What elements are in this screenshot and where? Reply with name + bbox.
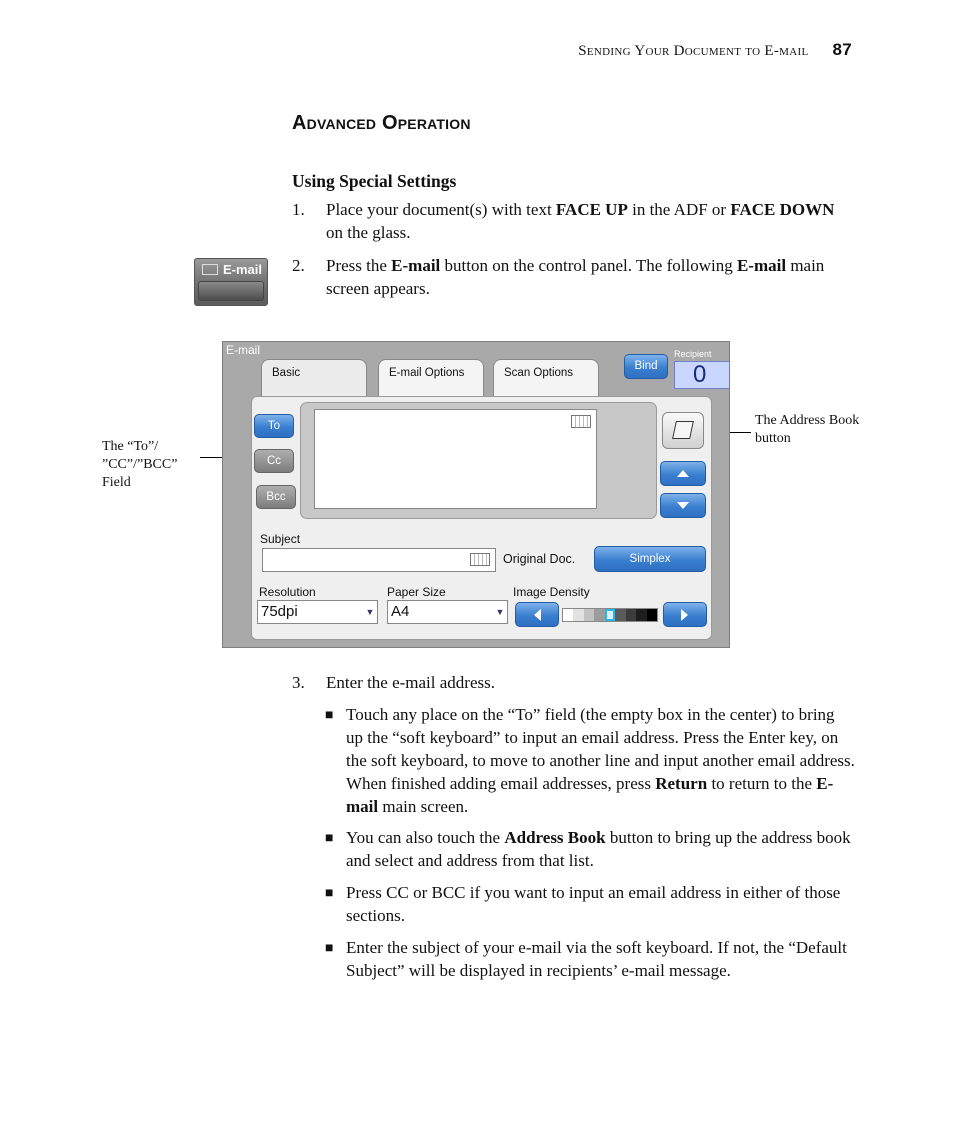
cc-button[interactable]: Cc [254,449,294,473]
density-scale [562,608,658,622]
address-book-button[interactable] [662,412,704,449]
density-level[interactable] [636,609,646,621]
text-run: button to bring up the address book and select and address from that list. [346,828,851,870]
density-level[interactable] [563,609,573,621]
text-run: to return to the [707,774,817,793]
arrow-up-icon [675,467,691,479]
envelope-icon [202,264,218,275]
subject-label: Subject [260,532,301,546]
recipient-label: Recipient [674,349,712,359]
keyboard-icon[interactable] [470,553,490,566]
text-run: Place your document(s) with text [326,200,556,219]
bold-text: E-mail [736,256,787,275]
tab-email-options[interactable]: E-mail Options [378,359,484,396]
keyboard-icon[interactable] [571,415,591,428]
image-density-label: Image Density [513,585,590,599]
text-run: Touch any place on the “To” field (the empty box in the center) to bring up the “soft keyboard” to input an email address. Press the Enter key, on the soft keyboard, to move to another line and input another email address. When finished adding email addresses, press [346,705,855,793]
email-button-image [194,258,268,306]
step-text [326,254,852,300]
paper-size-label: Paper Size [387,585,446,599]
bullet-square-icon: ■ [325,886,334,901]
tab-scan-options[interactable]: Scan Options [493,359,599,396]
step-number: 3. [292,673,305,692]
email-button-bar [198,281,264,301]
bullet-square-icon: ■ [325,708,334,723]
text-run: Press CC or BCC if you want to input an email address in either of those sections. [346,883,841,925]
text-run: main screen. [378,797,469,816]
density-decrease-button[interactable] [515,602,559,627]
paper-size-select[interactable] [387,600,508,624]
scroll-down-button[interactable] [660,493,706,518]
bold-text: Return [655,774,708,793]
bullet-item [325,936,855,982]
bullet-text [346,881,855,927]
text-run: You can also touch the [346,828,505,847]
bold-text: FACE UP [555,200,628,219]
running-header [578,40,852,60]
section-title: Advanced Operation [292,112,471,134]
bullet-item [325,703,855,818]
subject-input[interactable] [262,548,496,572]
resolution-value: 75dpi [261,603,298,620]
density-level[interactable] [594,609,604,621]
step-2 [292,254,852,300]
callout-to-field: The “To”/ ”CC”/”BCC” Field [102,439,178,490]
paper-size-value: A4 [391,603,410,620]
text-run: Press the [326,256,392,275]
resolution-select[interactable] [257,600,378,624]
bullet-item [325,826,855,872]
bind-button[interactable]: Bind [624,354,668,379]
callout-address-book: The Address Book button [755,413,860,446]
step-1 [292,198,852,244]
bullet-item [325,881,855,927]
arrow-down-icon [675,500,691,512]
tab-basic[interactable]: Basic [261,359,367,396]
bullet-square-icon: ■ [325,831,334,846]
step-3 [292,671,852,694]
density-level[interactable] [626,609,636,621]
text-run: in the ADF or [627,200,731,219]
email-button-label: E-mail [223,262,263,277]
resolution-label: Resolution [259,585,316,599]
bcc-button[interactable]: Bcc [256,485,296,509]
text-run: Enter the e-mail address. [326,673,495,692]
step-number: 1. [292,200,305,219]
arrow-right-icon [679,608,691,622]
page-number: 87 [832,40,852,59]
bullet-square-icon: ■ [325,941,334,956]
text-run: on the glass. [326,223,411,242]
bold-text: FACE DOWN [730,200,835,219]
address-book-icon [672,421,694,439]
density-level[interactable] [647,609,657,621]
window-title: E-mail [226,343,261,357]
density-increase-button[interactable] [663,602,707,627]
density-level[interactable] [573,609,583,621]
density-level[interactable] [615,609,625,621]
step-text [326,198,852,244]
chevron-down-icon: ▼ [365,607,375,617]
bullet-text [346,703,855,818]
text-run: button on the control panel. The following [440,256,737,275]
running-title: Sending Your Document to E-mail [578,43,809,59]
recipient-count: 0 [674,361,730,389]
email-main-screen [222,341,730,648]
bold-text: E-mail [346,774,834,816]
to-address-field[interactable] [314,409,597,509]
density-level[interactable] [584,609,594,621]
text-run: main screen appears. [326,256,825,298]
text-run: Enter the subject of your e-mail via the soft keyboard. If not, the “Default Subject” will be displayed in recipients’ e-mail message. [346,938,847,980]
bold-text: Address Book [504,828,606,847]
original-doc-button[interactable]: Simplex [594,546,706,572]
original-doc-label: Original Doc. [503,552,576,566]
bold-text: E-mail [391,256,441,275]
subsection-title: Using Special Settings [292,171,457,191]
chevron-down-icon: ▼ [495,607,505,617]
step-text [326,671,852,694]
arrow-left-icon [531,608,543,622]
step-number: 2. [292,256,305,275]
density-level[interactable] [605,609,615,621]
scroll-up-button[interactable] [660,461,706,486]
bullet-text [346,936,855,982]
bullet-text [346,826,855,872]
to-button[interactable]: To [254,414,294,438]
